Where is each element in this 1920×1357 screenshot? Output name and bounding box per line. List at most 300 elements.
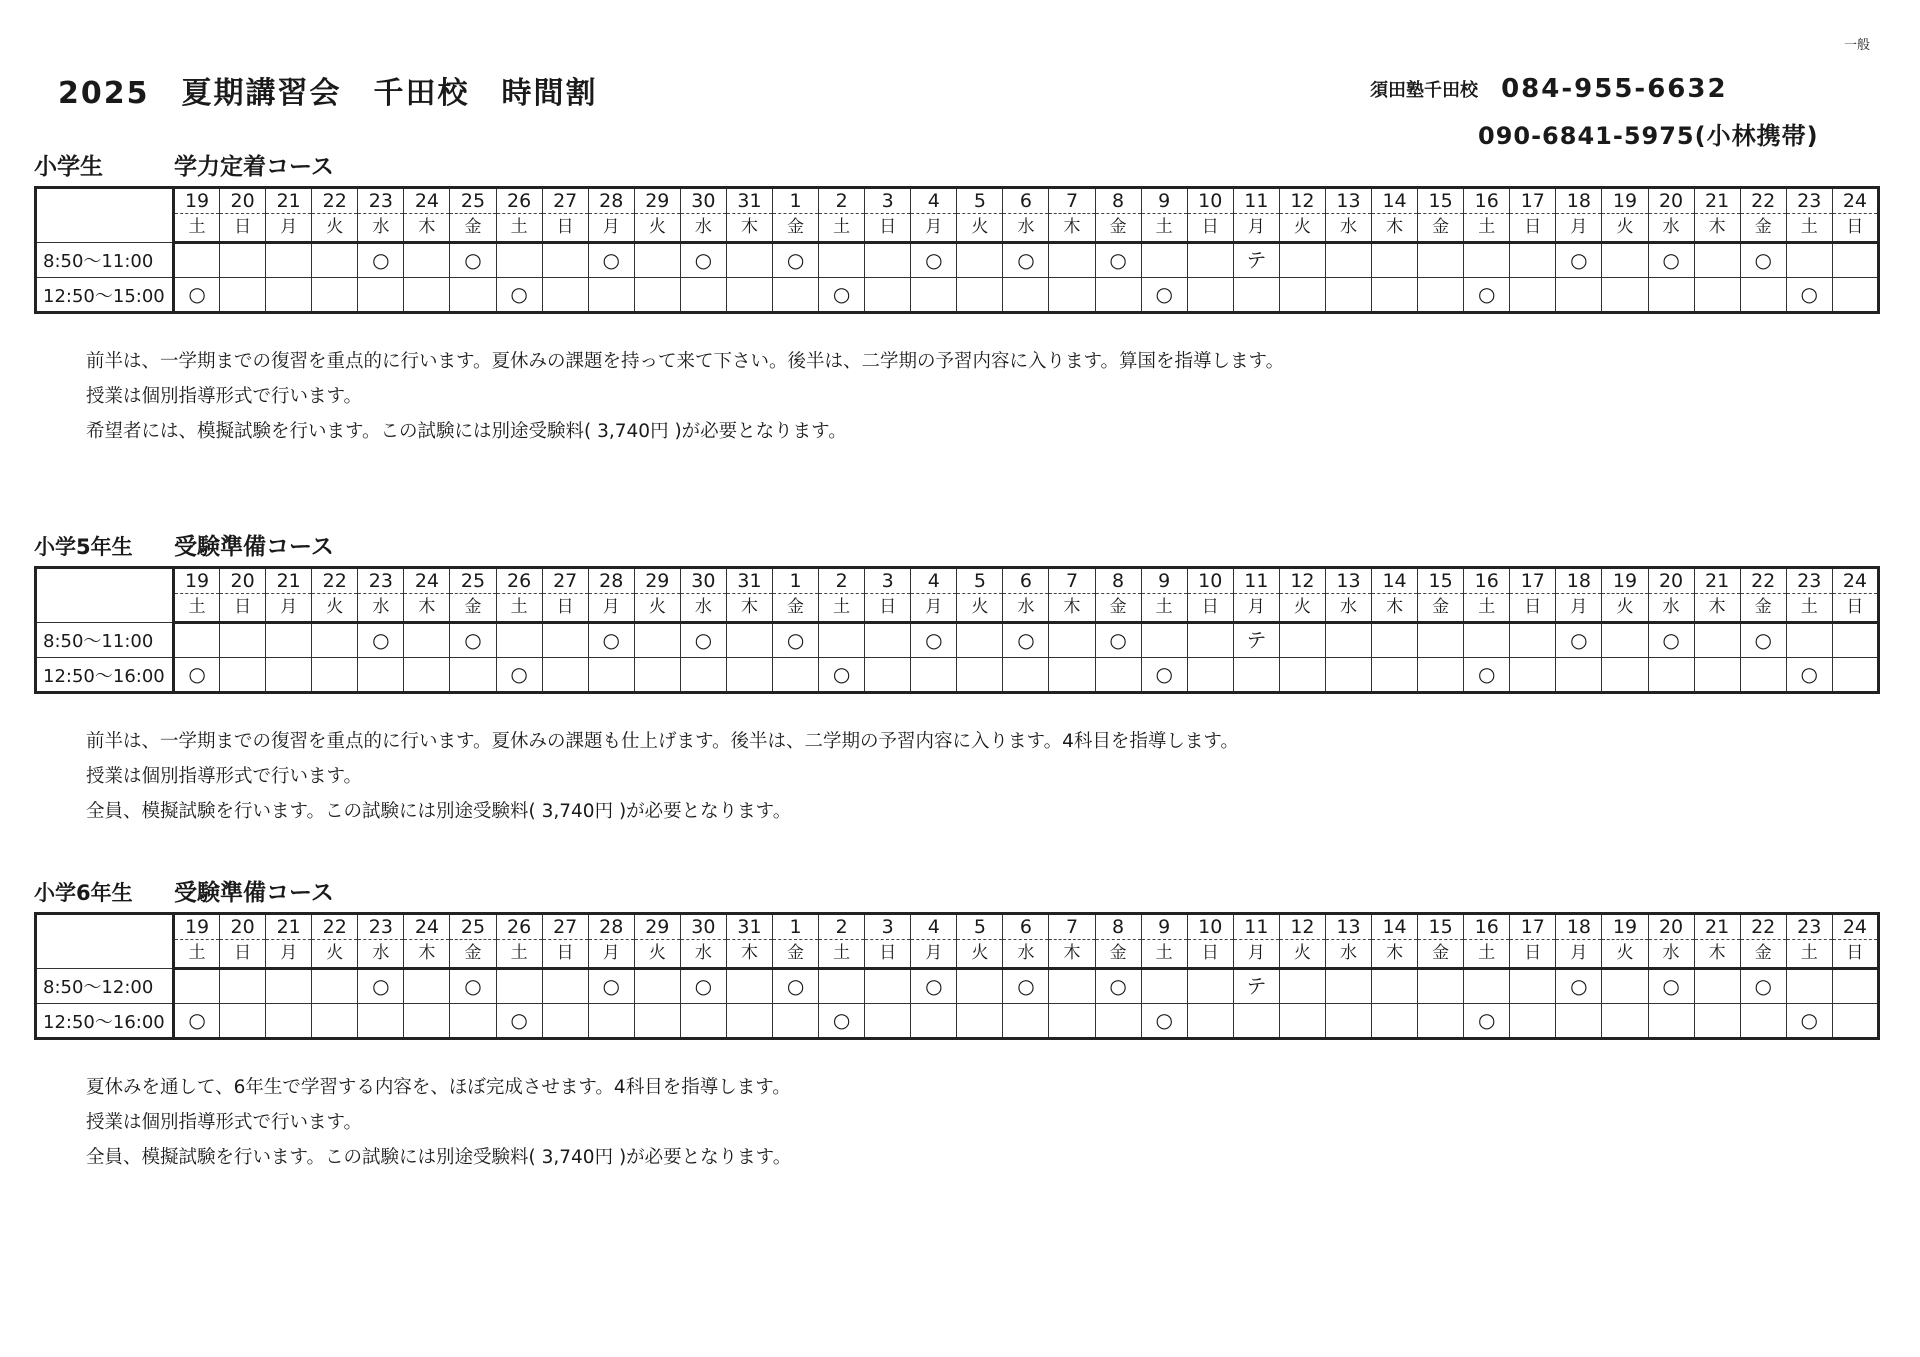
weekday-cell: 木: [1049, 940, 1095, 969]
schedule-cell: [1832, 969, 1878, 1004]
schedule-cell: [542, 278, 588, 313]
schedule-cell: ○: [1786, 658, 1832, 693]
weekday-cell: 火: [957, 214, 1003, 243]
date-cell: 17: [1510, 568, 1556, 594]
schedule-cell: [1418, 243, 1464, 278]
schedule-cell: [1325, 623, 1371, 658]
schedule-cell: [1141, 243, 1187, 278]
weekday-cell: 火: [312, 214, 358, 243]
schedule-cell: ○: [1464, 658, 1510, 693]
weekday-cell: 日: [542, 940, 588, 969]
schedule-cell: [819, 243, 865, 278]
section-title: [34, 150, 1880, 184]
weekday-cell: 土: [1464, 214, 1510, 243]
page-title: 2025 夏期講習会 千田校 時間割: [58, 76, 598, 111]
date-cell: 22: [1740, 914, 1786, 940]
date-cell: 14: [1372, 568, 1418, 594]
weekday-cell: 金: [1095, 594, 1141, 623]
schedule-cell: ○: [450, 243, 496, 278]
weekday-cell: 月: [1233, 594, 1279, 623]
schedule-cell: [496, 969, 542, 1004]
weekday-cell: 火: [312, 940, 358, 969]
schedule-cell: [957, 1004, 1003, 1039]
weekday-cell: 木: [1694, 214, 1740, 243]
schedule-cell: テ: [1233, 623, 1279, 658]
date-cell: 14: [1372, 188, 1418, 214]
schedule-cell: ○: [1003, 623, 1049, 658]
weekday-cell: 日: [865, 214, 911, 243]
phone-main: 084-955-6632: [1501, 74, 1728, 104]
schedule-cell: ○: [1740, 969, 1786, 1004]
schedule-cell: [1694, 243, 1740, 278]
date-cell: 10: [1187, 914, 1233, 940]
schedule-cell: [312, 969, 358, 1004]
schedule-cell: [1602, 623, 1648, 658]
weekday-cell: 木: [726, 940, 772, 969]
schedule-cell: [1141, 623, 1187, 658]
schedule-cell: ○: [358, 243, 404, 278]
date-cell: 20: [1648, 914, 1694, 940]
weekday-cell: 金: [773, 594, 819, 623]
schedule-cell: ○: [1095, 623, 1141, 658]
schedule-cell: [1740, 1004, 1786, 1039]
schedule-cell: [542, 623, 588, 658]
date-cell: 7: [1049, 188, 1095, 214]
schedule-cell: [1372, 623, 1418, 658]
date-cell: 22: [312, 188, 358, 214]
schedule-cell: [1187, 243, 1233, 278]
date-cell: 26: [496, 188, 542, 214]
date-cell: 21: [266, 568, 312, 594]
schedule-cell: [1003, 658, 1049, 693]
date-cell: 29: [634, 914, 680, 940]
weekday-cell: 日: [1510, 940, 1556, 969]
weekday-cell: 木: [404, 940, 450, 969]
date-cell: 8: [1095, 568, 1141, 594]
weekday-cell: 火: [1602, 940, 1648, 969]
schedule-cell: ○: [450, 969, 496, 1004]
date-cell: 17: [1510, 188, 1556, 214]
weekday-cell: 月: [588, 940, 634, 969]
date-cell: 23: [1786, 188, 1832, 214]
schedule-cell: [1510, 243, 1556, 278]
weekday-cell: 土: [496, 594, 542, 623]
schedule-cell: ○: [1556, 623, 1602, 658]
weekday-cell: 月: [911, 214, 957, 243]
date-cell: 21: [1694, 188, 1740, 214]
schedule-cell: [773, 658, 819, 693]
schedule-cell: [1325, 658, 1371, 693]
schedule-cell: [1279, 1004, 1325, 1039]
date-cell: 23: [358, 914, 404, 940]
date-cell: 22: [312, 568, 358, 594]
schedule-cell: [450, 278, 496, 313]
schedule-cell: [404, 243, 450, 278]
weekday-cell: 土: [496, 940, 542, 969]
schedule-cell: [1049, 243, 1095, 278]
schedule-cell: [1325, 278, 1371, 313]
weekday-cell: 日: [1832, 940, 1878, 969]
schedule-cell: [1095, 1004, 1141, 1039]
schedule-cell: [1233, 658, 1279, 693]
schedule-cell: ○: [1740, 243, 1786, 278]
schedule-cell: ○: [1786, 1004, 1832, 1039]
schedule-cell: [1832, 278, 1878, 313]
schedule-cell: [726, 658, 772, 693]
schedule-cell: [1233, 1004, 1279, 1039]
schedule-cell: ○: [819, 278, 865, 313]
schedule-cell: [634, 278, 680, 313]
schedule-cell: [1786, 623, 1832, 658]
schedule-cell: [1279, 243, 1325, 278]
schedule-cell: [1187, 278, 1233, 313]
date-cell: 11: [1233, 188, 1279, 214]
schedule-cell: ○: [588, 623, 634, 658]
weekday-cell: 月: [1556, 214, 1602, 243]
weekday-cell: 火: [634, 214, 680, 243]
schedule-cell: [1325, 1004, 1371, 1039]
schedule-cell: [1556, 658, 1602, 693]
timetable: [34, 912, 1880, 1040]
schedule-cell: [266, 623, 312, 658]
phone-mobile: 090-6841-5975(小林携帯): [1478, 122, 1819, 150]
schedule-cell: ○: [496, 1004, 542, 1039]
schedule-cell: [496, 243, 542, 278]
schedule-cell: ○: [174, 278, 220, 313]
date-cell: 27: [542, 188, 588, 214]
date-cell: 7: [1049, 914, 1095, 940]
schedule-cell: [911, 1004, 957, 1039]
date-cell: 30: [680, 914, 726, 940]
date-cell: 1: [773, 188, 819, 214]
date-cell: 24: [404, 568, 450, 594]
schedule-cell: ○: [1648, 243, 1694, 278]
schedule-cell: ○: [911, 243, 957, 278]
date-cell: 19: [1602, 568, 1648, 594]
date-cell: 14: [1372, 914, 1418, 940]
time-slot: 8:50～12:00: [36, 969, 174, 1004]
date-cell: 13: [1325, 188, 1371, 214]
schedule-cell: ○: [174, 1004, 220, 1039]
corner-cell: [36, 188, 174, 243]
timetable: [34, 186, 1880, 314]
schedule-cell: [404, 623, 450, 658]
weekday-cell: 水: [358, 594, 404, 623]
date-cell: 16: [1464, 188, 1510, 214]
date-cell: 16: [1464, 568, 1510, 594]
schedule-cell: [634, 658, 680, 693]
schedule-cell: [865, 658, 911, 693]
schedule-cell: [1464, 623, 1510, 658]
schedule-cell: [865, 243, 911, 278]
weekday-cell: 木: [726, 214, 772, 243]
schedule-cell: [1740, 658, 1786, 693]
weekday-cell: 水: [1648, 214, 1694, 243]
schedule-cell: ○: [680, 623, 726, 658]
schedule-cell: [312, 658, 358, 693]
course-section-grade5: [34, 530, 1880, 829]
weekday-cell: 金: [1095, 940, 1141, 969]
schedule-cell: テ: [1233, 243, 1279, 278]
schedule-cell: [1418, 658, 1464, 693]
schedule-cell: [1832, 243, 1878, 278]
schedule-cell: [404, 969, 450, 1004]
weekday-cell: 水: [680, 594, 726, 623]
time-slot: 8:50～11:00: [36, 243, 174, 278]
weekday-cell: 木: [1694, 594, 1740, 623]
schedule-cell: [1049, 658, 1095, 693]
date-cell: 20: [1648, 188, 1694, 214]
weekday-cell: 火: [957, 594, 1003, 623]
weekday-cell: 水: [1003, 214, 1049, 243]
schedule-cell: ○: [1648, 623, 1694, 658]
date-cell: 2: [819, 188, 865, 214]
schedule-cell: [1418, 969, 1464, 1004]
schedule-cell: ○: [819, 1004, 865, 1039]
schedule-cell: [865, 623, 911, 658]
schedule-cell: [1602, 969, 1648, 1004]
contact-block: [1370, 74, 1728, 104]
table-row: [36, 623, 1879, 658]
schedule-cell: [220, 658, 266, 693]
date-cell: 12: [1279, 914, 1325, 940]
weekday-cell: 木: [1372, 594, 1418, 623]
schedule-cell: [266, 969, 312, 1004]
weekday-cell: 木: [726, 594, 772, 623]
schedule-cell: [680, 658, 726, 693]
schedule-cell: ○: [1556, 243, 1602, 278]
date-cell: 30: [680, 188, 726, 214]
schedule-cell: ○: [1464, 278, 1510, 313]
schedule-cell: [220, 243, 266, 278]
schedule-cell: [266, 658, 312, 693]
schedule-cell: ○: [773, 969, 819, 1004]
schedule-cell: [220, 623, 266, 658]
schedule-cell: [726, 243, 772, 278]
weekday-cell: 金: [450, 214, 496, 243]
date-cell: 1: [773, 914, 819, 940]
weekday-cell: 土: [1786, 940, 1832, 969]
schedule-cell: [1141, 969, 1187, 1004]
schedule-cell: [957, 623, 1003, 658]
weekday-cell: 木: [1372, 214, 1418, 243]
date-cell: 31: [726, 188, 772, 214]
schedule-cell: [819, 623, 865, 658]
note-line: 全員、模擬試験を行います。この試験には別途受験料( 3,740円 )が必要となります。: [86, 1147, 792, 1168]
date-cell: 17: [1510, 914, 1556, 940]
schedule-cell: [312, 243, 358, 278]
schedule-cell: [174, 969, 220, 1004]
weekday-cell: 日: [865, 594, 911, 623]
schedule-cell: [496, 623, 542, 658]
schedule-cell: ○: [496, 658, 542, 693]
schedule-cell: [1003, 1004, 1049, 1039]
date-cell: 25: [450, 914, 496, 940]
weekday-cell: 日: [1510, 214, 1556, 243]
note-line: 前半は、一学期までの復習を重点的に行います。夏休みの課題も仕上げます。後半は、二学期の予習内容に入ります。4科目を指導します。: [86, 731, 1239, 752]
table-row: [36, 1004, 1879, 1039]
schedule-cell: [404, 1004, 450, 1039]
weekday-cell: 月: [266, 594, 312, 623]
date-cell: 23: [1786, 568, 1832, 594]
schedule-cell: [1372, 658, 1418, 693]
weekday-cell: 土: [1464, 594, 1510, 623]
schedule-cell: [865, 278, 911, 313]
weekday-cell: 金: [1740, 594, 1786, 623]
weekday-cell: 月: [588, 214, 634, 243]
section-grade: 小学5年生: [34, 535, 133, 559]
schedule-cell: ○: [1095, 243, 1141, 278]
weekday-cell: 水: [358, 214, 404, 243]
date-cell: 27: [542, 914, 588, 940]
schedule-cell: [1786, 243, 1832, 278]
schedule-cell: [1279, 658, 1325, 693]
schedule-cell: [312, 1004, 358, 1039]
section-grade: 小学6年生: [34, 881, 133, 905]
weekday-cell: 火: [1279, 594, 1325, 623]
time-slot: 12:50～16:00: [36, 658, 174, 693]
date-cell: 25: [450, 188, 496, 214]
date-cell: 3: [865, 188, 911, 214]
weekday-cell: 水: [1325, 594, 1371, 623]
weekday-cell: 日: [542, 594, 588, 623]
date-cell: 2: [819, 914, 865, 940]
date-cell: 18: [1556, 914, 1602, 940]
schedule-cell: [266, 278, 312, 313]
schedule-cell: [726, 1004, 772, 1039]
schedule-cell: [957, 969, 1003, 1004]
schedule-cell: ○: [1556, 969, 1602, 1004]
date-cell: 4: [911, 914, 957, 940]
schedule-cell: [1325, 243, 1371, 278]
weekday-cell: 日: [542, 214, 588, 243]
schedule-cell: [1418, 623, 1464, 658]
weekday-cell: 水: [1325, 940, 1371, 969]
schedule-cell: [1510, 623, 1556, 658]
schedule-cell: [358, 278, 404, 313]
schedule-cell: ○: [819, 658, 865, 693]
schedule-cell: [588, 658, 634, 693]
schedule-cell: [1187, 1004, 1233, 1039]
date-cell: 15: [1418, 568, 1464, 594]
schedule-cell: ○: [588, 243, 634, 278]
table-row: [36, 969, 1879, 1004]
date-cell: 9: [1141, 188, 1187, 214]
weekday-cell: 月: [911, 940, 957, 969]
schedule-cell: [266, 1004, 312, 1039]
schedule-cell: [1832, 658, 1878, 693]
weekday-cell: 金: [1418, 214, 1464, 243]
schedule-cell: ○: [1786, 278, 1832, 313]
date-cell: 29: [634, 188, 680, 214]
date-cell: 20: [220, 188, 266, 214]
schedule-cell: ○: [174, 658, 220, 693]
schedule-cell: [1187, 623, 1233, 658]
date-cell: 15: [1418, 188, 1464, 214]
schedule-cell: ○: [1464, 1004, 1510, 1039]
date-cell: 19: [174, 914, 220, 940]
schedule-cell: [773, 278, 819, 313]
schedule-cell: [1510, 969, 1556, 1004]
section-notes: [86, 724, 1880, 829]
date-cell: 24: [1832, 914, 1878, 940]
weekday-cell: 木: [404, 594, 450, 623]
date-cell: 18: [1556, 568, 1602, 594]
note-line: 授業は個別指導形式で行います。: [86, 1112, 363, 1133]
date-cell: 9: [1141, 568, 1187, 594]
section-grade: 小学生: [34, 154, 103, 180]
weekday-cell: 土: [1141, 214, 1187, 243]
schedule-cell: ○: [358, 623, 404, 658]
schedule-cell: [1279, 278, 1325, 313]
date-cell: 10: [1187, 568, 1233, 594]
section-course: 学力定着コース: [174, 154, 334, 180]
schedule-cell: [1602, 1004, 1648, 1039]
schedule-cell: [1786, 969, 1832, 1004]
weekday-cell: 金: [773, 214, 819, 243]
section-course: 受験準備コース: [174, 534, 334, 560]
schedule-cell: [220, 1004, 266, 1039]
date-cell: 7: [1049, 568, 1095, 594]
schedule-cell: ○: [358, 969, 404, 1004]
weekday-cell: 火: [1602, 214, 1648, 243]
schedule-cell: [1832, 623, 1878, 658]
schedule-cell: [865, 969, 911, 1004]
date-cell: 6: [1003, 914, 1049, 940]
weekday-cell: 金: [1095, 214, 1141, 243]
schedule-cell: [634, 1004, 680, 1039]
schedule-cell: [1049, 623, 1095, 658]
weekday-cell: 金: [1740, 940, 1786, 969]
schedule-cell: [1095, 278, 1141, 313]
schedule-cell: [542, 1004, 588, 1039]
date-cell: 19: [174, 188, 220, 214]
schedule-cell: [1003, 278, 1049, 313]
date-cell: 6: [1003, 188, 1049, 214]
time-slot: 12:50～16:00: [36, 1004, 174, 1039]
date-cell: 30: [680, 568, 726, 594]
weekday-cell: 日: [220, 940, 266, 969]
weekday-cell: 日: [220, 594, 266, 623]
schedule-cell: [588, 1004, 634, 1039]
weekday-cell: 水: [1325, 214, 1371, 243]
date-cell: 21: [266, 914, 312, 940]
schedule-cell: [1510, 1004, 1556, 1039]
weekday-cell: 金: [450, 940, 496, 969]
schedule-cell: テ: [1233, 969, 1279, 1004]
schedule-cell: [312, 623, 358, 658]
date-cell: 3: [865, 568, 911, 594]
date-cell: 28: [588, 188, 634, 214]
schedule-cell: [1694, 969, 1740, 1004]
date-cell: 24: [1832, 188, 1878, 214]
table-row: [36, 278, 1879, 313]
course-section-grade6: [34, 876, 1880, 1175]
schedule-cell: ○: [680, 243, 726, 278]
date-cell: 29: [634, 568, 680, 594]
schedule-cell: [911, 658, 957, 693]
date-cell: 11: [1233, 914, 1279, 940]
date-cell: 23: [358, 188, 404, 214]
weekday-cell: 日: [1832, 594, 1878, 623]
date-cell: 9: [1141, 914, 1187, 940]
schedule-cell: [1510, 658, 1556, 693]
schedule-cell: ○: [1648, 969, 1694, 1004]
weekday-cell: 土: [819, 940, 865, 969]
note-line: 授業は個別指導形式で行います。: [86, 386, 363, 407]
weekday-cell: 火: [1279, 940, 1325, 969]
weekday-cell: 水: [1648, 940, 1694, 969]
